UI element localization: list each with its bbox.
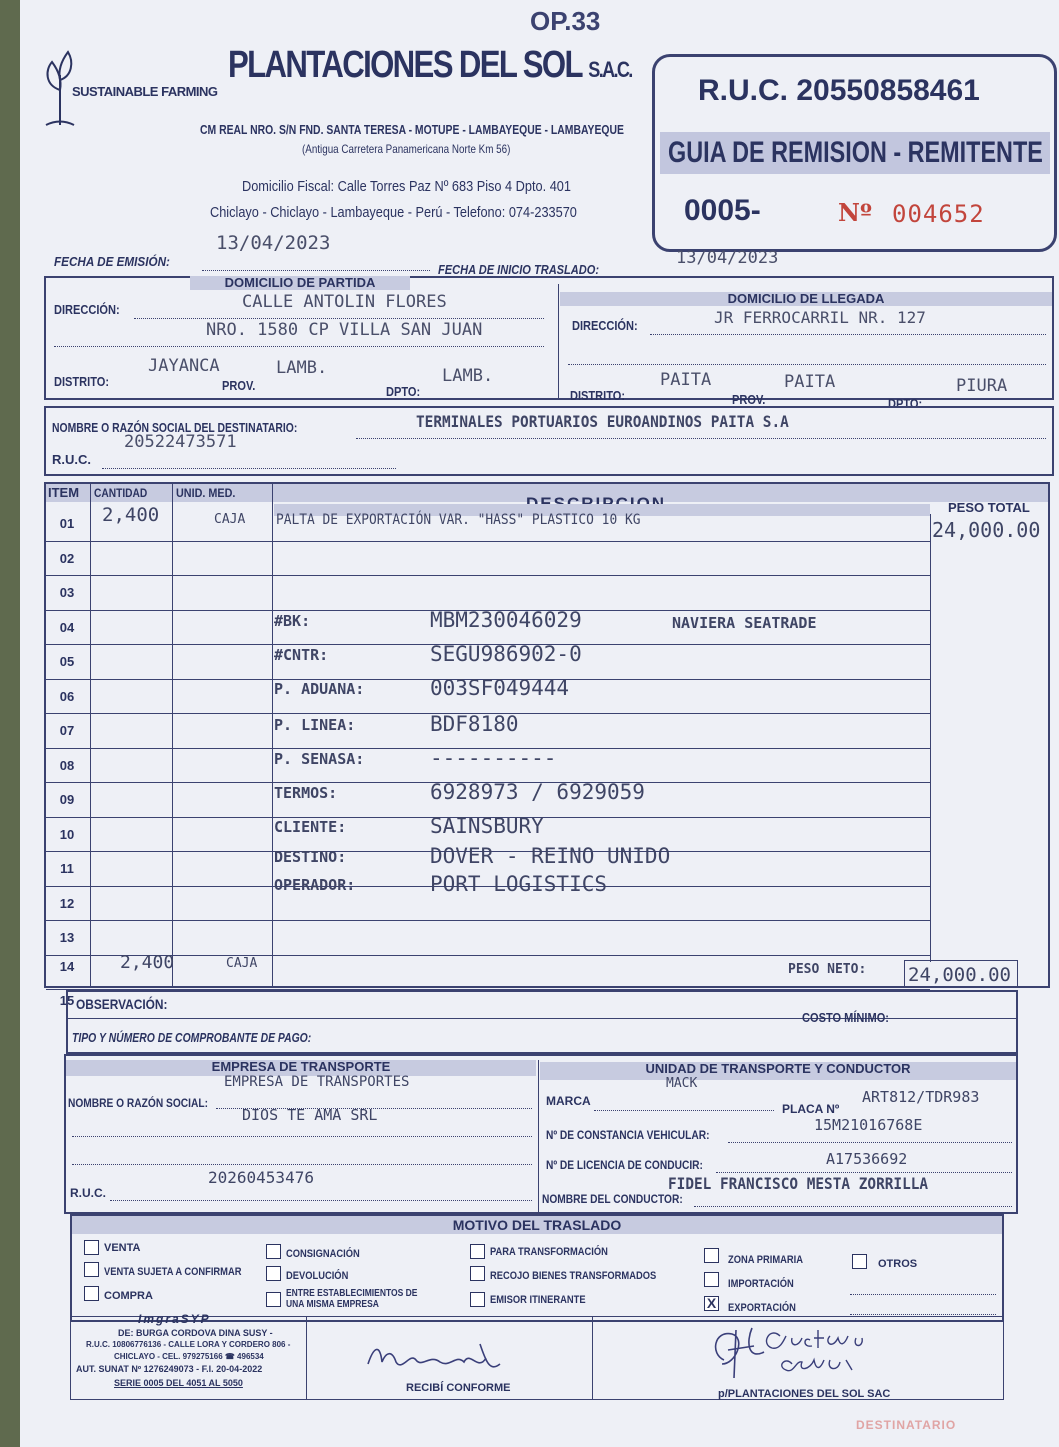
document-sheet (20, 0, 1059, 1447)
partida-dpto: LAMB. (442, 366, 494, 386)
detail-extra: NAVIERA SEATRADE (672, 614, 817, 632)
checkbox-emisor[interactable] (470, 1292, 485, 1307)
marca-line (594, 1110, 774, 1111)
partida-dir-line-1 (134, 318, 544, 319)
label-venta-sujeta: VENTA SUJETA A CONFIRMAR (104, 1266, 242, 1278)
transporte-ruc: 20260453476 (208, 1168, 314, 1187)
partida-direccion-2: NRO. 1580 CP VILLA SAN JUAN (206, 320, 483, 340)
detail-value: BDF8180 (430, 712, 519, 736)
fecha-inicio-value: 13/04/2023 (676, 248, 779, 268)
p-plantaciones: p/PLANTACIONES DEL SOL SAC (718, 1388, 891, 1400)
signature-left (360, 1332, 510, 1382)
transporte-divider (538, 1060, 539, 1214)
row-number: 08 (59, 757, 75, 773)
tagline: SUSTAINABLE FARMING (72, 84, 218, 99)
transporte-line-1 (216, 1108, 532, 1109)
row-separator (46, 955, 930, 956)
detail-label: #BK: (274, 612, 311, 630)
placa: ART812/TDR983 (862, 1088, 980, 1106)
checkbox-zona-primaria[interactable] (704, 1248, 719, 1263)
unidad-title: UNIDAD DE TRANSPORTE Y CONDUCTOR (540, 1062, 1016, 1080)
row-number: 04 (59, 619, 75, 635)
address-line-1: CM REAL NRO. S/N FND. SANTA TERESA - MOTUPE - LAMBAYEQUE - LAMBAYEQUE (200, 122, 624, 137)
checkbox-importacion[interactable] (704, 1272, 719, 1287)
exportacion-check-mark: X (706, 1295, 717, 1311)
doc-type: GUIA DE REMISION - REMITENTE (668, 136, 1043, 169)
address-line-2: (Antigua Carretera Panamericana Norte Km 56) (302, 142, 511, 156)
licencia-label: Nº DE LICENCIA DE CONDUCIR: (546, 1158, 703, 1172)
label-importacion: IMPORTACIÓN (728, 1278, 794, 1290)
destinatario-nombre-label: NOMBRE O RAZÓN SOCIAL DEL DESTINATARIO: (52, 420, 298, 435)
checkbox-transformacion[interactable] (470, 1244, 485, 1259)
signature-right (706, 1320, 906, 1382)
printer-line-1: DE: BURGA CORDOVA DINA SUSY - (118, 1328, 273, 1338)
row-number: 01 (59, 516, 75, 531)
printer-line-3: CHICLAYO - CEL. 979275166 ☎ 496534 (114, 1352, 264, 1361)
transporte-nombre-label: NOMBRE O RAZÓN SOCIAL: (68, 1096, 208, 1110)
label-venta: VENTA (104, 1242, 141, 1254)
destinatario-nombre: TERMINALES PORTUARIOS EUROANDINOS PAITA S.A (416, 412, 789, 431)
header-item: ITEM (48, 485, 80, 500)
marca-label: MARCA (546, 1094, 591, 1108)
partida-prov-label: PROV. (222, 378, 256, 393)
row-number: 10 (59, 826, 75, 842)
detail-value: MBM230046029 (430, 608, 582, 632)
label-otros: OTROS (878, 1258, 918, 1270)
fecha-emision-value: 13/04/2023 (216, 232, 331, 254)
row1-descripcion: PALTA DE EXPORTACIÓN VAR. "HASS" PLASTICO 10 KG (276, 512, 641, 528)
printer-line-2: R.U.C. 10806776136 - CALLE LORA Y CORDERO 806 - (86, 1340, 291, 1349)
llegada-dir-line-1 (650, 334, 1046, 335)
conductor: FIDEL FRANCISCO MESTA ZORRILLA (668, 1174, 929, 1193)
detail-value: SEGU986902-0 (430, 642, 582, 666)
motivo-title: MOTIVO DEL TRASLADO (72, 1216, 1002, 1234)
checkbox-consignacion[interactable] (266, 1244, 281, 1259)
doc-series: 0005- (684, 194, 761, 227)
transporte-nombre-2: DIOS TE AMA SRL (242, 1106, 378, 1124)
llegada-dpto: PIURA (956, 376, 1008, 396)
destinatario-ruc: 20522473571 (124, 432, 237, 452)
placa-label: PLACA Nº (782, 1102, 840, 1116)
row-separator (46, 920, 930, 921)
llegada-prov: PAITA (784, 372, 836, 392)
licencia-line (716, 1172, 1012, 1173)
costo-label: COSTO MÍNIMO: (802, 1010, 889, 1025)
destinatario-nombre-line (356, 438, 1046, 439)
header-unidad: UNID. MED. (176, 486, 236, 500)
constancia: 15M21016768E (814, 1116, 923, 1134)
llegada-title: DOMICILIO DE LLEGADA (560, 292, 1052, 306)
detail-value: ---------- (430, 746, 557, 770)
total-unidad: CAJA (226, 956, 258, 971)
col-line-1 (90, 484, 91, 986)
partida-title: DOMICILIO DE PARTIDA (190, 276, 410, 290)
row-separator (46, 575, 930, 576)
conductor-line (694, 1206, 1012, 1207)
header-cantidad: CANTIDAD (94, 486, 148, 500)
row-number: 12 (59, 895, 75, 911)
items-table (44, 482, 1050, 988)
partida-distrito: JAYANCA (148, 356, 220, 376)
marca: MACK (666, 1076, 698, 1091)
partida-direccion-label: DIRECCIÓN: (54, 302, 120, 317)
constancia-label: Nº DE CONSTANCIA VEHICULAR: (546, 1128, 710, 1142)
row-number: 07 (59, 723, 75, 738)
detail-value: 6928973 / 6929059 (430, 780, 645, 804)
copy-label: DESTINATARIO (856, 1418, 957, 1432)
footer-divider-1 (306, 1316, 307, 1400)
company-name (228, 44, 632, 87)
observacion-label: OBSERVACIÓN: (76, 996, 168, 1012)
transporte-title: EMPRESA DE TRANSPORTE (66, 1060, 536, 1076)
transporte-line-2 (72, 1136, 532, 1137)
col-line-3 (272, 484, 273, 986)
fiscal-line-1: Domicilio Fiscal: Calle Torres Paz Nº 683 Piso 4 Dpto. 401 (242, 178, 571, 195)
destinatario-ruc-label: R.U.C. (52, 452, 91, 467)
checkbox-venta-sujeta[interactable] (84, 1262, 99, 1277)
checkbox-devolucion[interactable] (266, 1266, 281, 1281)
licencia: A17536692 (826, 1150, 908, 1168)
row1-unidad: CAJA (214, 512, 246, 527)
label-emisor: EMISOR ITINERANTE (490, 1294, 586, 1306)
row-number: 06 (59, 688, 75, 704)
destinatario-ruc-line (102, 468, 396, 469)
ruc-number: R.U.C. 20550858461 (698, 74, 980, 107)
label-recojo: RECOJO BIENES TRANSFORMADOS (490, 1270, 657, 1282)
checkbox-compra[interactable] (84, 1286, 99, 1301)
row-separator (46, 541, 930, 542)
fecha-emision-label: FECHA DE EMISIÓN: (54, 254, 170, 269)
comprobante-label: TIPO Y NÚMERO DE COMPROBANTE DE PAGO: (72, 1030, 312, 1045)
printer-line-5: SERIE 0005 DEL 4051 AL 5050 (114, 1378, 243, 1388)
row-number: 14 (59, 958, 75, 974)
partida-dir-line-2 (54, 346, 544, 347)
transporte-line-3 (72, 1164, 532, 1165)
domicilios-divider (558, 284, 559, 400)
fecha-inicio-label: FECHA DE INICIO TRASLADO: (438, 262, 600, 277)
llegada-dpto-label: DPTO: (888, 396, 923, 411)
company-name-text: PLANTACIONES DEL SOL (228, 44, 582, 86)
label-transformacion: PARA TRANSFORMACIÓN (490, 1246, 608, 1258)
row-number: 15 (59, 993, 75, 1008)
row-number: 02 (59, 550, 75, 566)
label-zona-primaria: ZONA PRIMARIA (728, 1254, 803, 1266)
detail-label: P. SENASA: (274, 750, 365, 768)
row1-cantidad: 2,400 (102, 504, 160, 526)
llegada-prov-label: PROV. (732, 392, 766, 407)
detail-label: P. ADUANA: (274, 680, 365, 698)
row1-peso: 24,000.00 (932, 518, 1041, 542)
label-exportacion: EXPORTACIÓN (728, 1302, 796, 1314)
constancia-line (728, 1142, 1012, 1143)
detail-label: DESTINO: (274, 848, 347, 866)
fiscal-line-2: Chiclayo - Chiclayo - Lambayeque - Perú - Telefono: 074-233570 (210, 204, 577, 221)
detail-value: SAINSBURY (430, 814, 544, 838)
footer-divider-2 (592, 1316, 593, 1400)
partida-distrito-label: DISTRITO: (54, 374, 110, 389)
detail-label: CLIENTE: (274, 818, 347, 836)
doc-number-label: Nº (838, 198, 872, 227)
partida-prov: LAMB. (276, 358, 328, 378)
otros-line-1 (850, 1294, 996, 1295)
total-cantidad: 2,400 (120, 952, 175, 973)
row-number: 03 (59, 585, 75, 600)
col-line-4 (930, 514, 931, 962)
label-entre-establecimientos-1: ENTRE ESTABLECIMIENTOS DE (286, 1288, 418, 1299)
label-consignacion: CONSIGNACIÓN (286, 1248, 360, 1260)
label-devolucion: DEVOLUCIÓN (286, 1270, 349, 1282)
llegada-distrito-label: DISTRITO: (570, 388, 626, 403)
llegada-dir-line-2 (568, 364, 1046, 365)
peso-neto: 24,000.00 (908, 964, 1011, 986)
row-number: 13 (59, 930, 75, 945)
checkbox-recojo[interactable] (470, 1266, 485, 1281)
conductor-label: NOMBRE DEL CONDUCTOR: (542, 1192, 683, 1206)
checkbox-venta[interactable] (84, 1240, 99, 1255)
row-number: 11 (60, 861, 74, 876)
doc-number: 004652 (892, 200, 985, 228)
llegada-direccion: JR FERROCARRIL NR. 127 (714, 308, 926, 327)
detail-value: 003SF049444 (430, 676, 570, 700)
detail-label: TERMOS: (274, 784, 338, 802)
label-entre-establecimientos-2: UNA MISMA EMPRESA (286, 1299, 379, 1310)
llegada-distrito: PAITA (660, 370, 712, 390)
detail-label: P. LINEA: (274, 716, 356, 734)
partida-dpto-label: DPTO: (386, 384, 421, 399)
detail-value: DOVER - REINO UNIDO (430, 844, 671, 868)
otros-line-2 (850, 1314, 996, 1315)
checkbox-exportacion[interactable] (704, 1296, 719, 1311)
header-peso: PESO TOTAL (948, 500, 1030, 515)
transporte-ruc-label: R.U.C. (70, 1186, 106, 1200)
label-compra: COMPRA (104, 1290, 153, 1302)
row-number: 09 (59, 792, 75, 807)
detail-label: OPERADOR: (274, 876, 356, 894)
checkbox-entre-establecimientos[interactable] (266, 1292, 281, 1307)
transporte-ruc-line (110, 1200, 532, 1201)
printer-name: ImgraSYP (138, 1312, 211, 1326)
llegada-direccion-label: DIRECCIÓN: (572, 318, 638, 333)
partida-direccion-1: CALLE ANTOLIN FLORES (242, 292, 447, 312)
detail-label: #CNTR: (274, 646, 329, 664)
detail-value: PORT LOGISTICS (430, 872, 608, 896)
fecha-emision-line (202, 270, 430, 271)
col-line-2 (172, 484, 173, 986)
company-suffix: S.A.C. (588, 57, 632, 82)
peso-neto-label: PESO NETO: (788, 962, 867, 977)
recibi-label: RECIBÍ CONFORME (406, 1382, 511, 1394)
row-number: 05 (59, 654, 75, 669)
checkbox-otros[interactable] (852, 1254, 867, 1269)
transporte-nombre-1: EMPRESA DE TRANSPORTES (224, 1074, 410, 1090)
op-code: OP.33 (530, 6, 601, 36)
printer-line-4: AUT. SUNAT Nº 1276249073 - F.I. 20-04-2022 (76, 1364, 263, 1374)
